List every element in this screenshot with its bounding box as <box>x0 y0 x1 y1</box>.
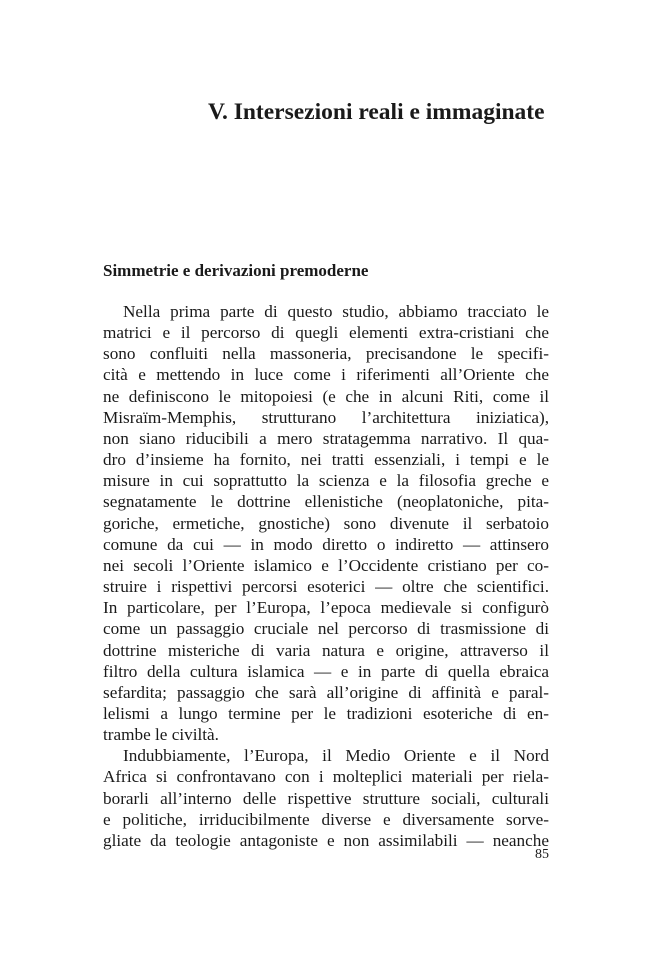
text-line: gliate da teologie antagoniste e non assimilabili — neanche <box>103 830 549 850</box>
text-line: cità e mettendo in luce come i riferimenti all’Oriente che <box>103 365 549 385</box>
text-line: Misraïm-Memphis, strutturano l’architettura iniziatica), <box>103 407 549 427</box>
text-line: sefardita; passaggio che sarà all’origine di affinità e paral- <box>103 682 549 702</box>
text-line: matrici e il percorso di quegli elementi extra-cristiani che <box>103 323 549 343</box>
text-line: sono confluiti nella massoneria, precisandone le specifi- <box>103 344 549 364</box>
text-line: filtro della cultura islamica — e in parte di quella ebraica <box>103 661 549 681</box>
text-line: Africa si confrontavano con i molteplici materiali per riela- <box>103 767 549 787</box>
text-line: Nella prima parte di questo studio, abbiamo tracciato le <box>123 302 549 321</box>
text-line: borarli all’interno delle rispettive strutture sociali, culturali <box>103 788 549 808</box>
paragraph <box>103 301 549 745</box>
section-heading: Simmetrie e derivazioni premoderne <box>103 261 369 280</box>
text-line: struire i rispettivi percorsi esoterici — oltre che scientifici. <box>103 577 549 597</box>
paragraph <box>103 745 549 851</box>
text-line: Indubbiamente, l’Europa, il Medio Oriente e il Nord <box>123 746 549 766</box>
text-line: misure in cui soprattutto la scienza e la filosofia greche e <box>103 471 549 491</box>
body-text <box>103 301 549 851</box>
text-line: dro d’insieme ha fornito, nei tratti essenziali, i tempi e le <box>103 450 549 470</box>
text-line: nei secoli l’Oriente islamico e l’Occidente cristiano per co- <box>103 555 549 575</box>
chapter-title: V. Intersezioni reali e immaginate <box>208 99 545 125</box>
text-line: e politiche, irriducibilmente diverse e diversamente sorve- <box>103 809 549 829</box>
text-line: non siano riducibili a mero stratagemma narrativo. Il qua- <box>103 428 549 448</box>
text-line: goriche, ermetiche, gnostiche) sono divenute il serbatoio <box>103 513 549 533</box>
page-number: 85 <box>535 847 549 862</box>
text-line: In particolare, per l’Europa, l’epoca medievale si configurò <box>103 598 549 618</box>
text-line: segnatamente le dottrine ellenistiche (neoplatoniche, pita- <box>103 492 549 512</box>
text-line: come un passaggio cruciale nel percorso di trasmissione di <box>103 619 549 639</box>
text-line: trambe le civiltà. <box>103 725 219 745</box>
text-line: ne definiscono le mitopoiesi (e che in alcuni Riti, come il <box>103 386 549 406</box>
text-line: dottrine misteriche di varia natura e origine, attraverso il <box>103 640 549 660</box>
text-line: comune da cui — in modo diretto o indiretto — attinsero <box>103 534 549 554</box>
text-line: lelismi a lungo termine per le tradizioni esoteriche di en- <box>103 703 549 723</box>
